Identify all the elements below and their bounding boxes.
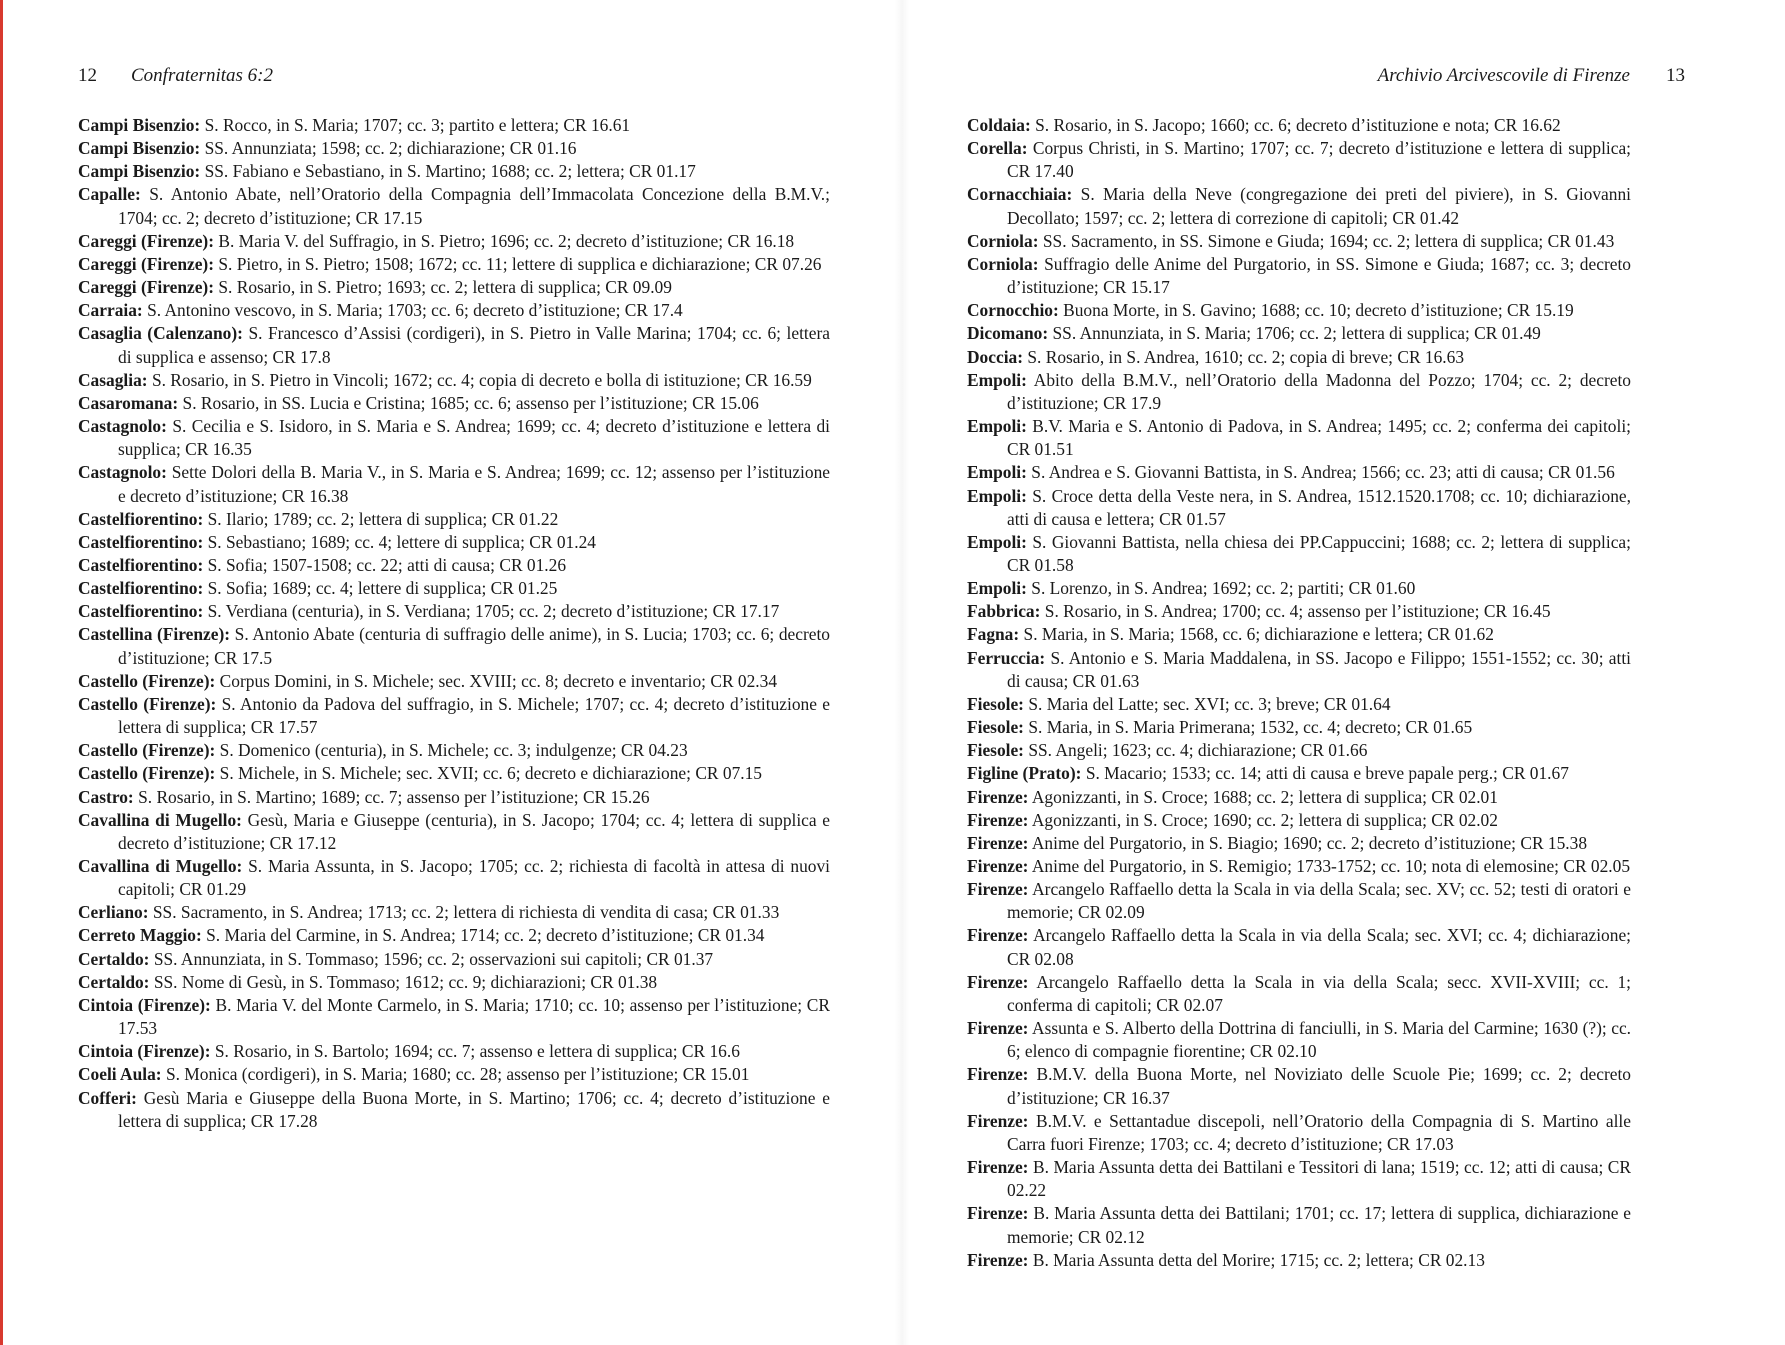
entry-item xyxy=(967,1249,1631,1272)
entry-description: S. Antonio da Padova del suffragio, in S. Michele; 1707; cc. 4; decreto d’istituzione e lettera di supplica; CR 17.57 xyxy=(118,693,830,738)
entry-description: S. Rosario, in S. Jacopo; 1660; cc. 6; decreto d’istituzione e nota; CR 16.62 xyxy=(1035,115,1561,135)
entry-item xyxy=(967,346,1631,369)
entry-place: Castro: xyxy=(78,786,134,807)
entry-item xyxy=(967,1202,1631,1248)
entry-description: Agonizzanti, in S. Croce; 1688; cc. 2; lettera di supplica; CR 02.01 xyxy=(1031,786,1498,807)
entry-place: Corella: xyxy=(967,138,1028,159)
entry-item xyxy=(967,369,1631,415)
entry-place: Cornacchiaia: xyxy=(967,184,1073,205)
entry-description: Anime del Purgatorio, in S. Biagio; 1690; cc. 2; decreto d’istituzione; CR 15.38 xyxy=(1031,832,1588,853)
entry-description: S. Domenico (centuria), in S. Michele; cc. 3; indulgenze; CR 04.23 xyxy=(219,740,688,761)
entry-item xyxy=(78,299,830,322)
entry-description: S. Verdiana (centuria), in S. Verdiana; 1705; cc. 2; decreto d’istituzione; CR 17.17 xyxy=(207,601,780,622)
entry-description: Arcangelo Raffaello detta la Scala in via della Scala; secc. XVII-XVIII; cc. 1; conferma di capitoli; CR 02.07 xyxy=(1007,971,1631,1015)
entry-item xyxy=(967,623,1631,646)
entry-place: Firenze: xyxy=(967,1018,1029,1039)
right-running-head xyxy=(1378,64,1685,88)
entry-place: Empoli: xyxy=(967,369,1027,390)
entry-place: Firenze: xyxy=(967,879,1029,900)
entry-item xyxy=(78,531,830,554)
entry-place: Fabbrica: xyxy=(967,601,1041,622)
entry-item xyxy=(967,137,1631,183)
entry-place: Fiesole: xyxy=(967,693,1024,714)
entry-description: S. Macario; 1533; cc. 14; atti di causa e breve papale perg.; CR 01.67 xyxy=(1085,763,1569,784)
entry-description: SS. Fabiano e Sebastiano, in S. Martino; 1688; cc. 2; lettera; CR 01.17 xyxy=(204,161,696,182)
entry-description: S. Sebastiano; 1689; cc. 4; lettere di supplica; CR 01.24 xyxy=(207,531,596,552)
entry-description: S. Maria, in S. Maria; 1568, cc. 6; dichiarazione e lettera; CR 01.62 xyxy=(1023,624,1494,645)
entry-place: Campi Bisenzio: xyxy=(78,161,201,182)
entry-item xyxy=(78,1087,830,1133)
entry-description: S. Maria del Carmine, in S. Andrea; 1714; cc. 2; decreto d’istituzione; CR 01.34 xyxy=(206,925,765,946)
entry-description: Arcangelo Raffaello detta la Scala in via della Scala; sec. XVI; cc. 4; dichiarazione; CR 02.08 xyxy=(1007,925,1631,969)
entry-item xyxy=(78,415,830,461)
entry-place: Fiesole: xyxy=(967,717,1024,738)
entry-place: Campi Bisenzio: xyxy=(78,115,201,135)
entry-item xyxy=(78,276,830,299)
entry-item xyxy=(78,693,830,739)
entry-description: Suffragio delle Anime del Purgatorio, in SS. Simone e Giuda; 1687; cc. 3; decreto d’istituzione; CR 15.17 xyxy=(1007,253,1631,298)
entry-place: Carraia: xyxy=(78,300,143,321)
entry-place: Casaromana: xyxy=(78,392,179,413)
entry-item xyxy=(967,600,1631,623)
entry-place: Cerliano: xyxy=(78,902,149,923)
entry-description: Gesù Maria e Giuseppe della Buona Morte, in S. Martino; 1706; cc. 4; decreto d’istituzione e lettera di supplica; CR 17.28 xyxy=(118,1087,830,1131)
right-entry-list xyxy=(967,114,1631,1272)
entry-place: Coldaia: xyxy=(967,115,1031,135)
entry-description: Buona Morte, in S. Gavino; 1688; cc. 10; decreto d’istituzione; CR 15.19 xyxy=(1063,300,1574,321)
entry-description: S. Maria Assunta, in S. Jacopo; 1705; cc. 2; richiesta di facoltà in attesa di nuovi capitoli; CR 01.29 xyxy=(118,856,830,900)
entry-place: Certaldo: xyxy=(78,971,150,992)
entry-item xyxy=(967,924,1631,970)
entry-place: Ferruccia: xyxy=(967,647,1046,668)
entry-item xyxy=(78,322,830,368)
entry-place: Cofferi: xyxy=(78,1087,137,1108)
left-running-title: Confraternitas 6:2 xyxy=(131,65,273,86)
entry-item xyxy=(78,554,830,577)
entry-place: Castagnolo: xyxy=(78,462,167,483)
entry-description: S. Antonino vescovo, in S. Maria; 1703; cc. 6; decreto d’istituzione; CR 17.4 xyxy=(147,300,683,321)
entry-place: Castello (Firenze): xyxy=(78,763,216,784)
entry-place: Careggi (Firenze): xyxy=(78,253,215,274)
left-running-head xyxy=(78,64,273,88)
entry-description: B. Maria Assunta detta del Morire; 1715; cc. 2; lettera; CR 02.13 xyxy=(1032,1249,1485,1270)
entry-item xyxy=(78,160,830,183)
entry-item xyxy=(78,924,830,947)
entry-place: Empoli: xyxy=(967,531,1027,552)
entry-item xyxy=(967,762,1631,785)
entry-description: Corpus Christi, in S. Martino; 1707; cc. 7; decreto d’istituzione e lettera di supplica; CR 17.40 xyxy=(1007,138,1631,182)
entry-item xyxy=(967,531,1631,577)
entry-item xyxy=(967,786,1631,809)
entry-item xyxy=(967,253,1631,299)
entry-description: S. Rosario, in S. Pietro; 1693; cc. 2; lettera di supplica; CR 09.09 xyxy=(218,277,672,298)
entry-item xyxy=(78,948,830,971)
entry-item xyxy=(78,971,830,994)
entry-place: Castello (Firenze): xyxy=(78,740,216,761)
entry-place: Empoli: xyxy=(967,416,1027,437)
entry-item xyxy=(78,230,830,253)
entry-place: Firenze: xyxy=(967,925,1029,946)
right-running-title: Archivio Arcivescovile di Firenze xyxy=(1377,65,1630,86)
entry-item xyxy=(78,183,830,229)
entry-item xyxy=(78,1040,830,1063)
entry-place: Firenze: xyxy=(967,786,1029,807)
entry-item xyxy=(967,809,1631,832)
entry-item xyxy=(78,600,830,623)
entry-description: B. Maria Assunta detta dei Battilani e Tessitori di lana; 1519; cc. 12; atti di causa; CR 02.22 xyxy=(1007,1157,1631,1201)
entry-description: SS. Nome di Gesù, in S. Tommaso; 1612; cc. 9; dichiarazioni; CR 01.38 xyxy=(153,971,658,992)
entry-item xyxy=(967,832,1631,855)
entry-item xyxy=(78,855,830,901)
entry-item xyxy=(967,322,1631,345)
entry-description: SS. Sacramento, in S. Andrea; 1713; cc. 2; lettera di richiesta di vendita di casa; CR 01.33 xyxy=(152,902,780,923)
entry-place: Casaglia (Calenzano): xyxy=(78,323,243,344)
entry-item xyxy=(78,461,830,507)
entry-description: SS. Annunziata, in S. Maria; 1706; cc. 2; lettera di supplica; CR 01.49 xyxy=(1052,323,1541,344)
entry-place: Careggi (Firenze): xyxy=(78,277,215,298)
book-gutter xyxy=(895,0,909,1345)
entry-place: Cintoia (Firenze): xyxy=(78,1041,211,1062)
entry-description: S. Rosario, in S. Andrea, 1610; cc. 2; copia di breve; CR 16.63 xyxy=(1027,346,1465,367)
entry-place: Cavallina di Mugello: xyxy=(78,856,243,876)
entry-item xyxy=(967,716,1631,739)
entry-place: Empoli: xyxy=(967,462,1027,483)
entry-item xyxy=(967,461,1631,484)
entry-description: S. Rosario, in S. Andrea; 1700; cc. 4; assenso per l’istituzione; CR 16.45 xyxy=(1044,601,1551,622)
entry-place: Firenze: xyxy=(967,832,1029,853)
entry-item xyxy=(967,1063,1631,1109)
entry-place: Figline (Prato): xyxy=(967,763,1082,784)
entry-description: Sette Dolori della B. Maria V., in S. Maria e S. Andrea; 1699; cc. 12; assenso per l’istituzione e decreto d’istituzione; CR 16.38 xyxy=(118,462,830,506)
entry-item xyxy=(78,901,830,924)
entry-description: S. Maria, in S. Maria Primerana; 1532, cc. 4; decreto; CR 01.65 xyxy=(1028,717,1473,738)
entry-place: Castelfiorentino: xyxy=(78,578,204,599)
entry-description: S. Giovanni Battista, nella chiesa dei PP.Cappuccini; 1688; cc. 2; lettera di supplica; CR 01.58 xyxy=(1007,531,1631,575)
entry-item xyxy=(967,693,1631,716)
entry-description: S. Rosario, in S. Martino; 1689; cc. 7; assenso per l’istituzione; CR 15.26 xyxy=(138,786,650,807)
entry-description: B.M.V. e Settantadue discepoli, nell’Oratorio della Compagnia di S. Martino alle Carra fuori Firenze; 1703; cc. 4; decreto d’istituzione; CR 17.03 xyxy=(1007,1110,1631,1154)
entry-description: S. Sofia; 1507-1508; cc. 22; atti di causa; CR 01.26 xyxy=(207,554,567,575)
left-page-number: 12 xyxy=(78,65,97,86)
entry-place: Dicomano: xyxy=(967,323,1049,344)
entry-item xyxy=(967,1017,1631,1063)
entry-place: Fagna: xyxy=(967,624,1020,645)
entry-place: Castello (Firenze): xyxy=(78,670,216,691)
entry-place: Castelfiorentino: xyxy=(78,554,204,575)
entry-item xyxy=(967,855,1631,878)
entry-item xyxy=(967,1110,1631,1156)
entry-item xyxy=(967,415,1631,461)
right-page-number: 13 xyxy=(1666,65,1685,86)
entry-description: Gesù, Maria e Giuseppe (centuria), in S. Jacopo; 1704; cc. 4; lettera di supplica e decreto d’istituzione; CR 17.12 xyxy=(118,809,830,853)
entry-place: Cintoia (Firenze): xyxy=(78,994,211,1015)
entry-item xyxy=(78,786,830,809)
entry-place: Castellina (Firenze): xyxy=(78,624,231,645)
entry-item xyxy=(78,114,830,137)
entry-place: Cornocchio: xyxy=(967,300,1059,321)
entry-description: S. Rosario, in S. Pietro in Vincoli; 1672; cc. 4; copia di decreto e bolla di istituzione; CR 16.59 xyxy=(151,369,812,390)
entry-place: Castelfiorentino: xyxy=(78,531,204,552)
entry-place: Firenze: xyxy=(967,971,1029,992)
entry-item xyxy=(967,971,1631,1017)
entry-description: B.V. Maria e S. Antonio di Padova, in S. Andrea; 1495; cc. 2; conferma dei capitoli; CR 01.51 xyxy=(1007,416,1631,460)
entry-place: Capalle: xyxy=(78,184,141,205)
entry-description: S. Michele, in S. Michele; sec. XVII; cc. 6; decreto e dichiarazione; CR 07.15 xyxy=(219,763,762,784)
entry-description: S. Lorenzo, in S. Andrea; 1692; cc. 2; partiti; CR 01.60 xyxy=(1031,578,1416,599)
entry-place: Certaldo: xyxy=(78,948,150,969)
entry-description: SS. Sacramento, in SS. Simone e Giuda; 1694; cc. 2; lettera di supplica; CR 01.43 xyxy=(1042,230,1615,251)
entry-description: S. Maria del Latte; sec. XVI; cc. 3; breve; CR 01.64 xyxy=(1028,693,1391,714)
entry-description: S. Rocco, in S. Maria; 1707; cc. 3; partito e lettera; CR 16.61 xyxy=(204,115,631,135)
entry-item xyxy=(967,1156,1631,1202)
entry-item xyxy=(967,114,1631,137)
entry-description: S. Croce detta della Veste nera, in S. Andrea, 1512.1520.1708; cc. 10; dichiarazione, atti di causa e lettera; CR 01.57 xyxy=(1007,485,1631,529)
entry-place: Castelfiorentino: xyxy=(78,601,204,622)
entry-item xyxy=(967,577,1631,600)
entry-description: Agonizzanti, in S. Croce; 1690; cc. 2; lettera di supplica; CR 02.02 xyxy=(1031,809,1498,830)
entry-description: Arcangelo Raffaello detta la Scala in via della Scala; sec. XV; cc. 52; testi di oratori e memorie; CR 02.09 xyxy=(1007,879,1631,923)
entry-description: S. Antonio e S. Maria Maddalena, in SS. Jacopo e Filippo; 1551-1552; cc. 30; atti di causa; CR 01.63 xyxy=(1007,647,1631,691)
entry-place: Campi Bisenzio: xyxy=(78,138,201,159)
entry-place: Doccia: xyxy=(967,346,1024,367)
entry-item xyxy=(78,739,830,762)
entry-item xyxy=(967,878,1631,924)
entry-item xyxy=(967,739,1631,762)
entry-place: Casaglia: xyxy=(78,369,148,390)
entry-description: S. Antonio Abate (centuria di suffragio delle anime), in S. Lucia; 1703; cc. 6; decreto d’istituzione; CR 17.5 xyxy=(118,624,830,668)
entry-description: S. Cecilia e S. Isidoro, in S. Maria e S. Andrea; 1699; cc. 4; decreto d’istituzione e lettera di supplica; CR 16.35 xyxy=(118,416,830,460)
entry-description: Abito della B.M.V., nell’Oratorio della Madonna del Pozzo; 1704; cc. 2; decreto d’istituzione; CR 17.9 xyxy=(1007,369,1632,413)
entry-item xyxy=(78,137,830,160)
entry-place: Castelfiorentino: xyxy=(78,508,204,529)
entry-place: Careggi (Firenze): xyxy=(78,230,215,251)
entry-description: S. Rosario, in S. Bartolo; 1694; cc. 7; assenso e lettera di supplica; CR 16.6 xyxy=(214,1041,740,1062)
entry-place: Firenze: xyxy=(967,1110,1029,1131)
entry-item xyxy=(78,253,830,276)
entry-description: S. Francesco d’Assisi (cordigeri), in S. Pietro in Valle Marina; 1704; cc. 6; lettera di supplica e assenso; CR 17.8 xyxy=(118,323,830,367)
entry-place: Firenze: xyxy=(967,856,1029,876)
entry-item xyxy=(967,485,1631,531)
entry-item xyxy=(78,623,830,669)
entry-place: Empoli: xyxy=(967,485,1027,506)
entry-description: S. Sofia; 1689; cc. 4; lettere di supplica; CR 01.25 xyxy=(207,578,558,599)
entry-place: Corniola: xyxy=(967,230,1039,251)
entry-item xyxy=(967,647,1631,693)
entry-description: SS. Annunziata, in S. Tommaso; 1596; cc. 2; osservazioni sui capitoli; CR 01.37 xyxy=(153,948,714,969)
entry-item xyxy=(78,1063,830,1086)
entry-place: Castello (Firenze): xyxy=(78,693,217,714)
entry-description: S. Antonio Abate, nell’Oratorio della Compagnia dell’Immacolata Concezione della B.M.V.; 1704; cc. 2; decreto d’istituzione; CR 17.15 xyxy=(118,184,830,228)
entry-description: S. Ilario; 1789; cc. 2; lettera di supplica; CR 01.22 xyxy=(207,508,559,529)
entry-place: Coeli Aula: xyxy=(78,1064,162,1085)
entry-place: Firenze: xyxy=(967,1064,1029,1085)
entry-place: Fiesole: xyxy=(967,740,1024,761)
entry-description: Anime del Purgatorio, in S. Remigio; 1733-1752; cc. 10; nota di elemosine; CR 02.05 xyxy=(1031,856,1631,876)
entry-description: S. Maria della Neve (congregazione dei preti del piviere), in S. Giovanni Decollato; 1597; cc. 2; lettera di correzione di capitoli; CR 01.42 xyxy=(1007,184,1631,228)
entry-item xyxy=(967,183,1631,229)
entry-description: S. Rosario, in SS. Lucia e Cristina; 1685; cc. 6; assenso per l’istituzione; CR 15.06 xyxy=(182,392,759,413)
entry-description: B. Maria V. del Suffragio, in S. Pietro; 1696; cc. 2; decreto d’istituzione; CR 16.18 xyxy=(218,230,795,251)
left-entry-list xyxy=(78,114,830,1133)
entry-item xyxy=(967,299,1631,322)
entry-description: Assunta e S. Alberto della Dottrina di fanciulli, in S. Maria del Carmine; 1630 (?); cc. 6; elenco di compagnie fiorentine; CR 02.10 xyxy=(1007,1018,1632,1062)
entry-place: Firenze: xyxy=(967,809,1029,830)
entry-item xyxy=(967,230,1631,253)
entry-item xyxy=(78,577,830,600)
entry-item xyxy=(78,809,830,855)
entry-description: S. Pietro, in S. Pietro; 1508; 1672; cc. 11; lettere di supplica e dichiarazione; CR 07.26 xyxy=(218,253,822,274)
entry-description: SS. Annunziata; 1598; cc. 2; dichiarazione; CR 01.16 xyxy=(204,138,577,159)
entry-description: S. Monica (cordigeri), in S. Maria; 1680; cc. 28; assenso per l’istituzione; CR 15.01 xyxy=(165,1064,750,1085)
entry-item xyxy=(78,392,830,415)
entry-place: Firenze: xyxy=(967,1249,1029,1270)
entry-place: Empoli: xyxy=(967,578,1027,599)
entry-description: Corpus Domini, in S. Michele; sec. XVIII; cc. 8; decreto e inventario; CR 02.34 xyxy=(219,670,778,691)
entry-description: B. Maria Assunta detta dei Battilani; 1701; cc. 17; lettera di supplica, dichiarazione e memorie; CR 02.12 xyxy=(1007,1203,1631,1247)
entry-description: SS. Angeli; 1623; cc. 4; dichiarazione; CR 01.66 xyxy=(1028,740,1368,761)
entry-description: S. Andrea e S. Giovanni Battista, in S. Andrea; 1566; cc. 23; atti di causa; CR 01.56 xyxy=(1031,462,1615,483)
entry-description: B.M.V. della Buona Morte, nel Noviziato delle Scuole Pie; 1699; cc. 2; decreto d’istituzione; CR 16.37 xyxy=(1007,1064,1631,1108)
right-page xyxy=(909,0,1785,1345)
entry-place: Cerreto Maggio: xyxy=(78,925,202,946)
entry-item xyxy=(78,508,830,531)
entry-place: Firenze: xyxy=(967,1203,1029,1224)
entry-place: Castagnolo: xyxy=(78,416,167,437)
entry-item xyxy=(78,994,830,1040)
entry-place: Cavallina di Mugello: xyxy=(78,809,242,830)
entry-description: B. Maria V. del Monte Carmelo, in S. Maria; 1710; cc. 10; assenso per l’istituzione; CR 17.53 xyxy=(118,994,830,1039)
entry-item xyxy=(78,369,830,392)
entry-item xyxy=(78,670,830,693)
entry-place: Firenze: xyxy=(967,1157,1029,1178)
entry-place: Corniola: xyxy=(967,253,1039,274)
entry-item xyxy=(78,762,830,785)
